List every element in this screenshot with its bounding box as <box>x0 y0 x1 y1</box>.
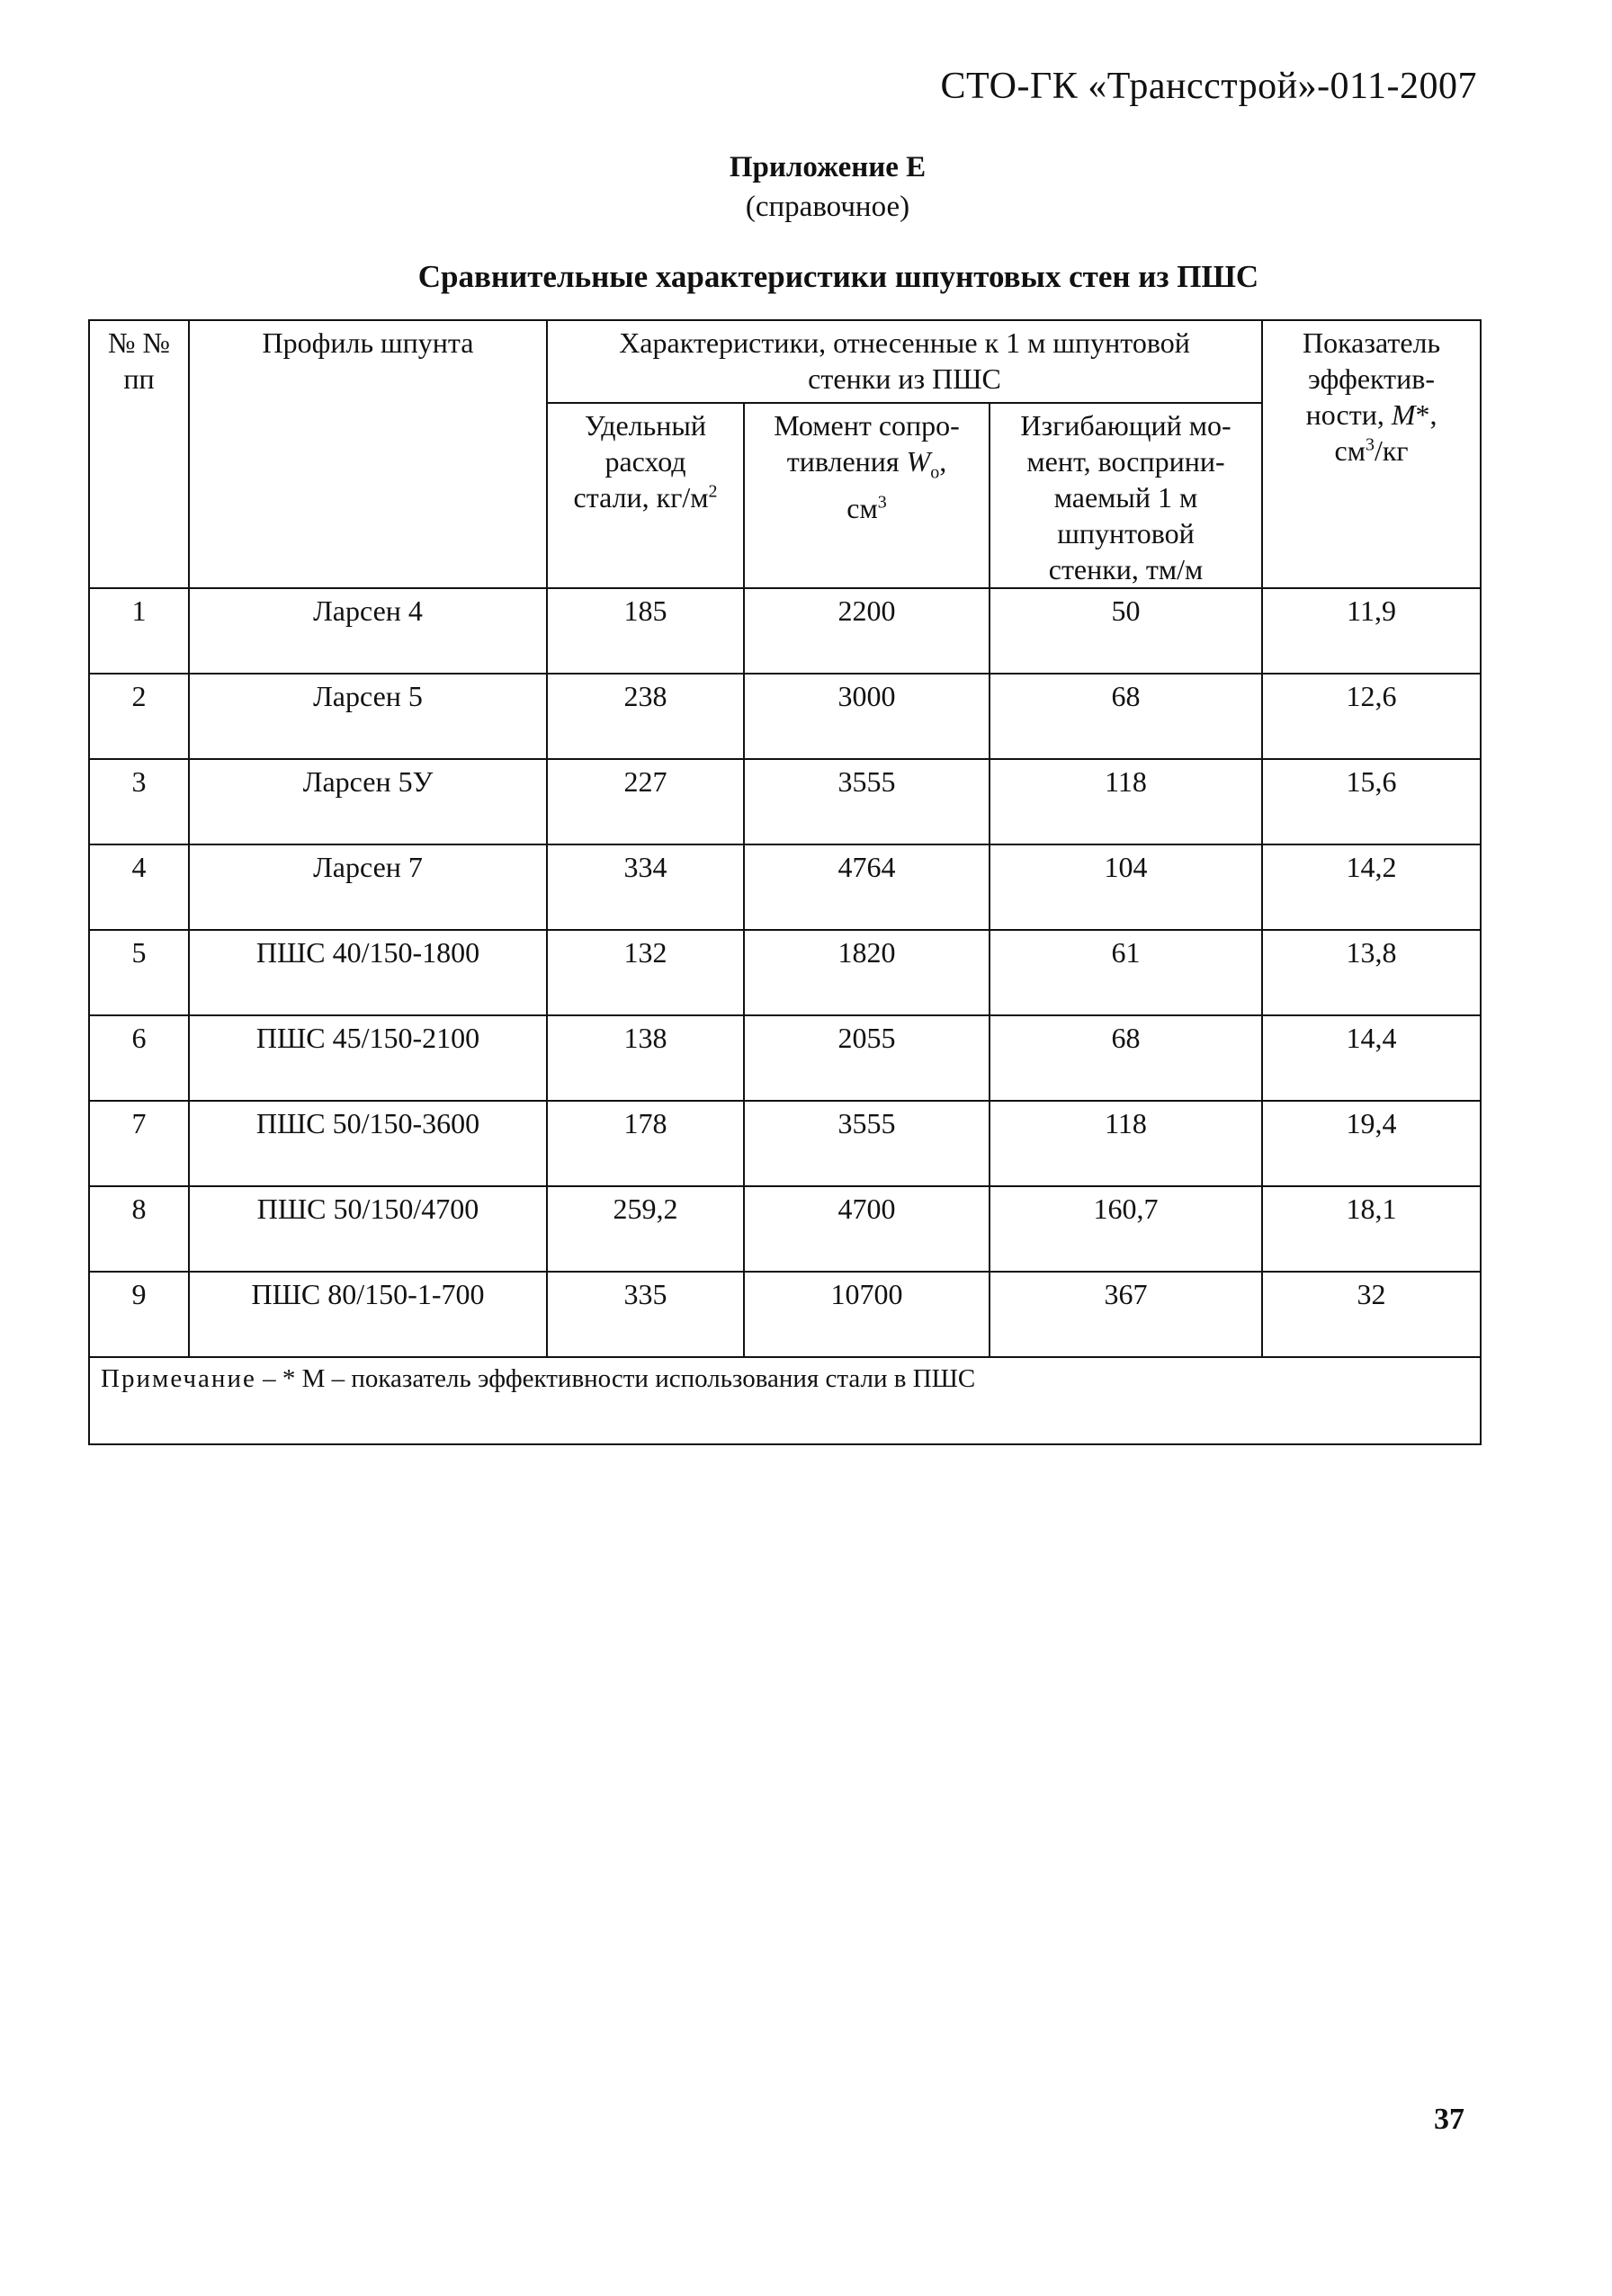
appendix-subtitle: (справочное) <box>745 191 910 223</box>
header-characteristics-group <box>547 320 1262 403</box>
header-steel-consumption: Удельный расход стали, $кг/м^2$ <box>547 403 744 588</box>
table-row <box>89 588 1481 674</box>
cell-steel: 335 <box>547 1272 744 1357</box>
cell-bending: 61 <box>990 930 1262 1015</box>
table-title: Сравнительные характеристики шпунтовых стен из ПШС <box>417 259 1259 294</box>
header-num-line1: № № <box>107 326 171 359</box>
note-label: Примечание <box>101 1364 256 1393</box>
note-text: – * М – показатель эффективности использования стали в ПШС <box>255 1364 976 1393</box>
table-note <box>89 1357 1481 1444</box>
header-section-modulus: Момент сопро- тивления $W_o$, $см^3$ <box>744 403 990 588</box>
cell-efficiency: 14,4 <box>1262 1015 1481 1101</box>
cell-efficiency: 32 <box>1262 1272 1481 1357</box>
cell-moment: 3555 <box>744 759 990 844</box>
header-eff-line3: ности, M*, <box>1305 398 1437 431</box>
header-profile-label: Профиль шпунта <box>262 326 474 359</box>
table-row <box>89 759 1481 844</box>
cell-efficiency: 12,6 <box>1262 674 1481 759</box>
header-num-line2: пп <box>123 362 155 395</box>
cell-moment: 10700 <box>744 1272 990 1357</box>
cell-moment: 3000 <box>744 674 990 759</box>
cell-efficiency: 18,1 <box>1262 1186 1481 1272</box>
cell-number: 7 <box>89 1101 189 1186</box>
cell-number: 6 <box>89 1015 189 1101</box>
cell-efficiency: 13,8 <box>1262 930 1481 1015</box>
header-eff-line4: $см^3/кг$ <box>1334 434 1409 467</box>
cell-efficiency: 14,2 <box>1262 844 1481 930</box>
table-row <box>89 1015 1481 1101</box>
table-row <box>89 844 1481 930</box>
cell-number: 2 <box>89 674 189 759</box>
cell-profile: Ларсен 5У <box>189 759 547 844</box>
cell-steel: 178 <box>547 1101 744 1186</box>
cell-steel: 259,2 <box>547 1186 744 1272</box>
cell-efficiency: 11,9 <box>1262 588 1481 674</box>
cell-number: 8 <box>89 1186 189 1272</box>
cell-steel: 132 <box>547 930 744 1015</box>
table-row <box>89 1101 1481 1186</box>
cell-profile: Ларсен 4 <box>189 588 547 674</box>
header-bending-moment: Изгибающий мо- мент, восприни- маемый 1 м шпунтовой стенки, тм/м <box>990 403 1262 588</box>
cell-bending: 68 <box>990 674 1262 759</box>
cell-bending: 118 <box>990 759 1262 844</box>
appendix-title: Приложение Е <box>729 151 927 183</box>
cell-number: 9 <box>89 1272 189 1357</box>
cell-efficiency: 19,4 <box>1262 1101 1481 1186</box>
cell-profile: Ларсен 7 <box>189 844 547 930</box>
cell-number: 1 <box>89 588 189 674</box>
table-row <box>89 1272 1481 1357</box>
cell-moment: 2200 <box>744 588 990 674</box>
cell-number: 4 <box>89 844 189 930</box>
cell-efficiency: 15,6 <box>1262 759 1481 844</box>
cell-profile: ПШС 45/150-2100 <box>189 1015 547 1101</box>
header-eff-line2: эффектив- <box>1308 362 1436 395</box>
cell-profile: ПШС 50/150-3600 <box>189 1101 547 1186</box>
header-eff-line1: Показатель <box>1302 326 1441 359</box>
header-group-line1: Характеристики, отнесенные к 1 м шпунтовой <box>619 326 1190 359</box>
header-profile <box>189 320 547 588</box>
cell-moment: 1820 <box>744 930 990 1015</box>
header-group-line2: стенки из ПШС <box>808 362 1001 395</box>
cell-bending: 160,7 <box>990 1186 1262 1272</box>
cell-bending: 118 <box>990 1101 1262 1186</box>
table-row <box>89 674 1481 759</box>
cell-bending: 50 <box>990 588 1262 674</box>
document-code: СТО-ГК «Трансстрой»-011-2007 <box>940 66 1477 107</box>
cell-bending: 104 <box>990 844 1262 930</box>
cell-profile: ПШС 40/150-1800 <box>189 930 547 1015</box>
table-row <box>89 1186 1481 1272</box>
page-number: 37 <box>1434 2103 1464 2136</box>
cell-number: 5 <box>89 930 189 1015</box>
cell-steel: 238 <box>547 674 744 759</box>
cell-profile: Ларсен 5 <box>189 674 547 759</box>
header-row-number <box>89 320 189 588</box>
cell-number: 3 <box>89 759 189 844</box>
cell-bending: 367 <box>990 1272 1262 1357</box>
cell-steel: 334 <box>547 844 744 930</box>
cell-steel: 185 <box>547 588 744 674</box>
cell-profile: ПШС 80/150-1-700 <box>189 1272 547 1357</box>
cell-moment: 2055 <box>744 1015 990 1101</box>
cell-bending: 68 <box>990 1015 1262 1101</box>
cell-steel: 138 <box>547 1015 744 1101</box>
cell-profile: ПШС 50/150/4700 <box>189 1186 547 1272</box>
cell-moment: 3555 <box>744 1101 990 1186</box>
cell-moment: 4700 <box>744 1186 990 1272</box>
header-efficiency <box>1262 320 1481 588</box>
cell-moment: 4764 <box>744 844 990 930</box>
cell-steel: 227 <box>547 759 744 844</box>
table-row <box>89 930 1481 1015</box>
characteristics-table <box>88 319 1482 1445</box>
